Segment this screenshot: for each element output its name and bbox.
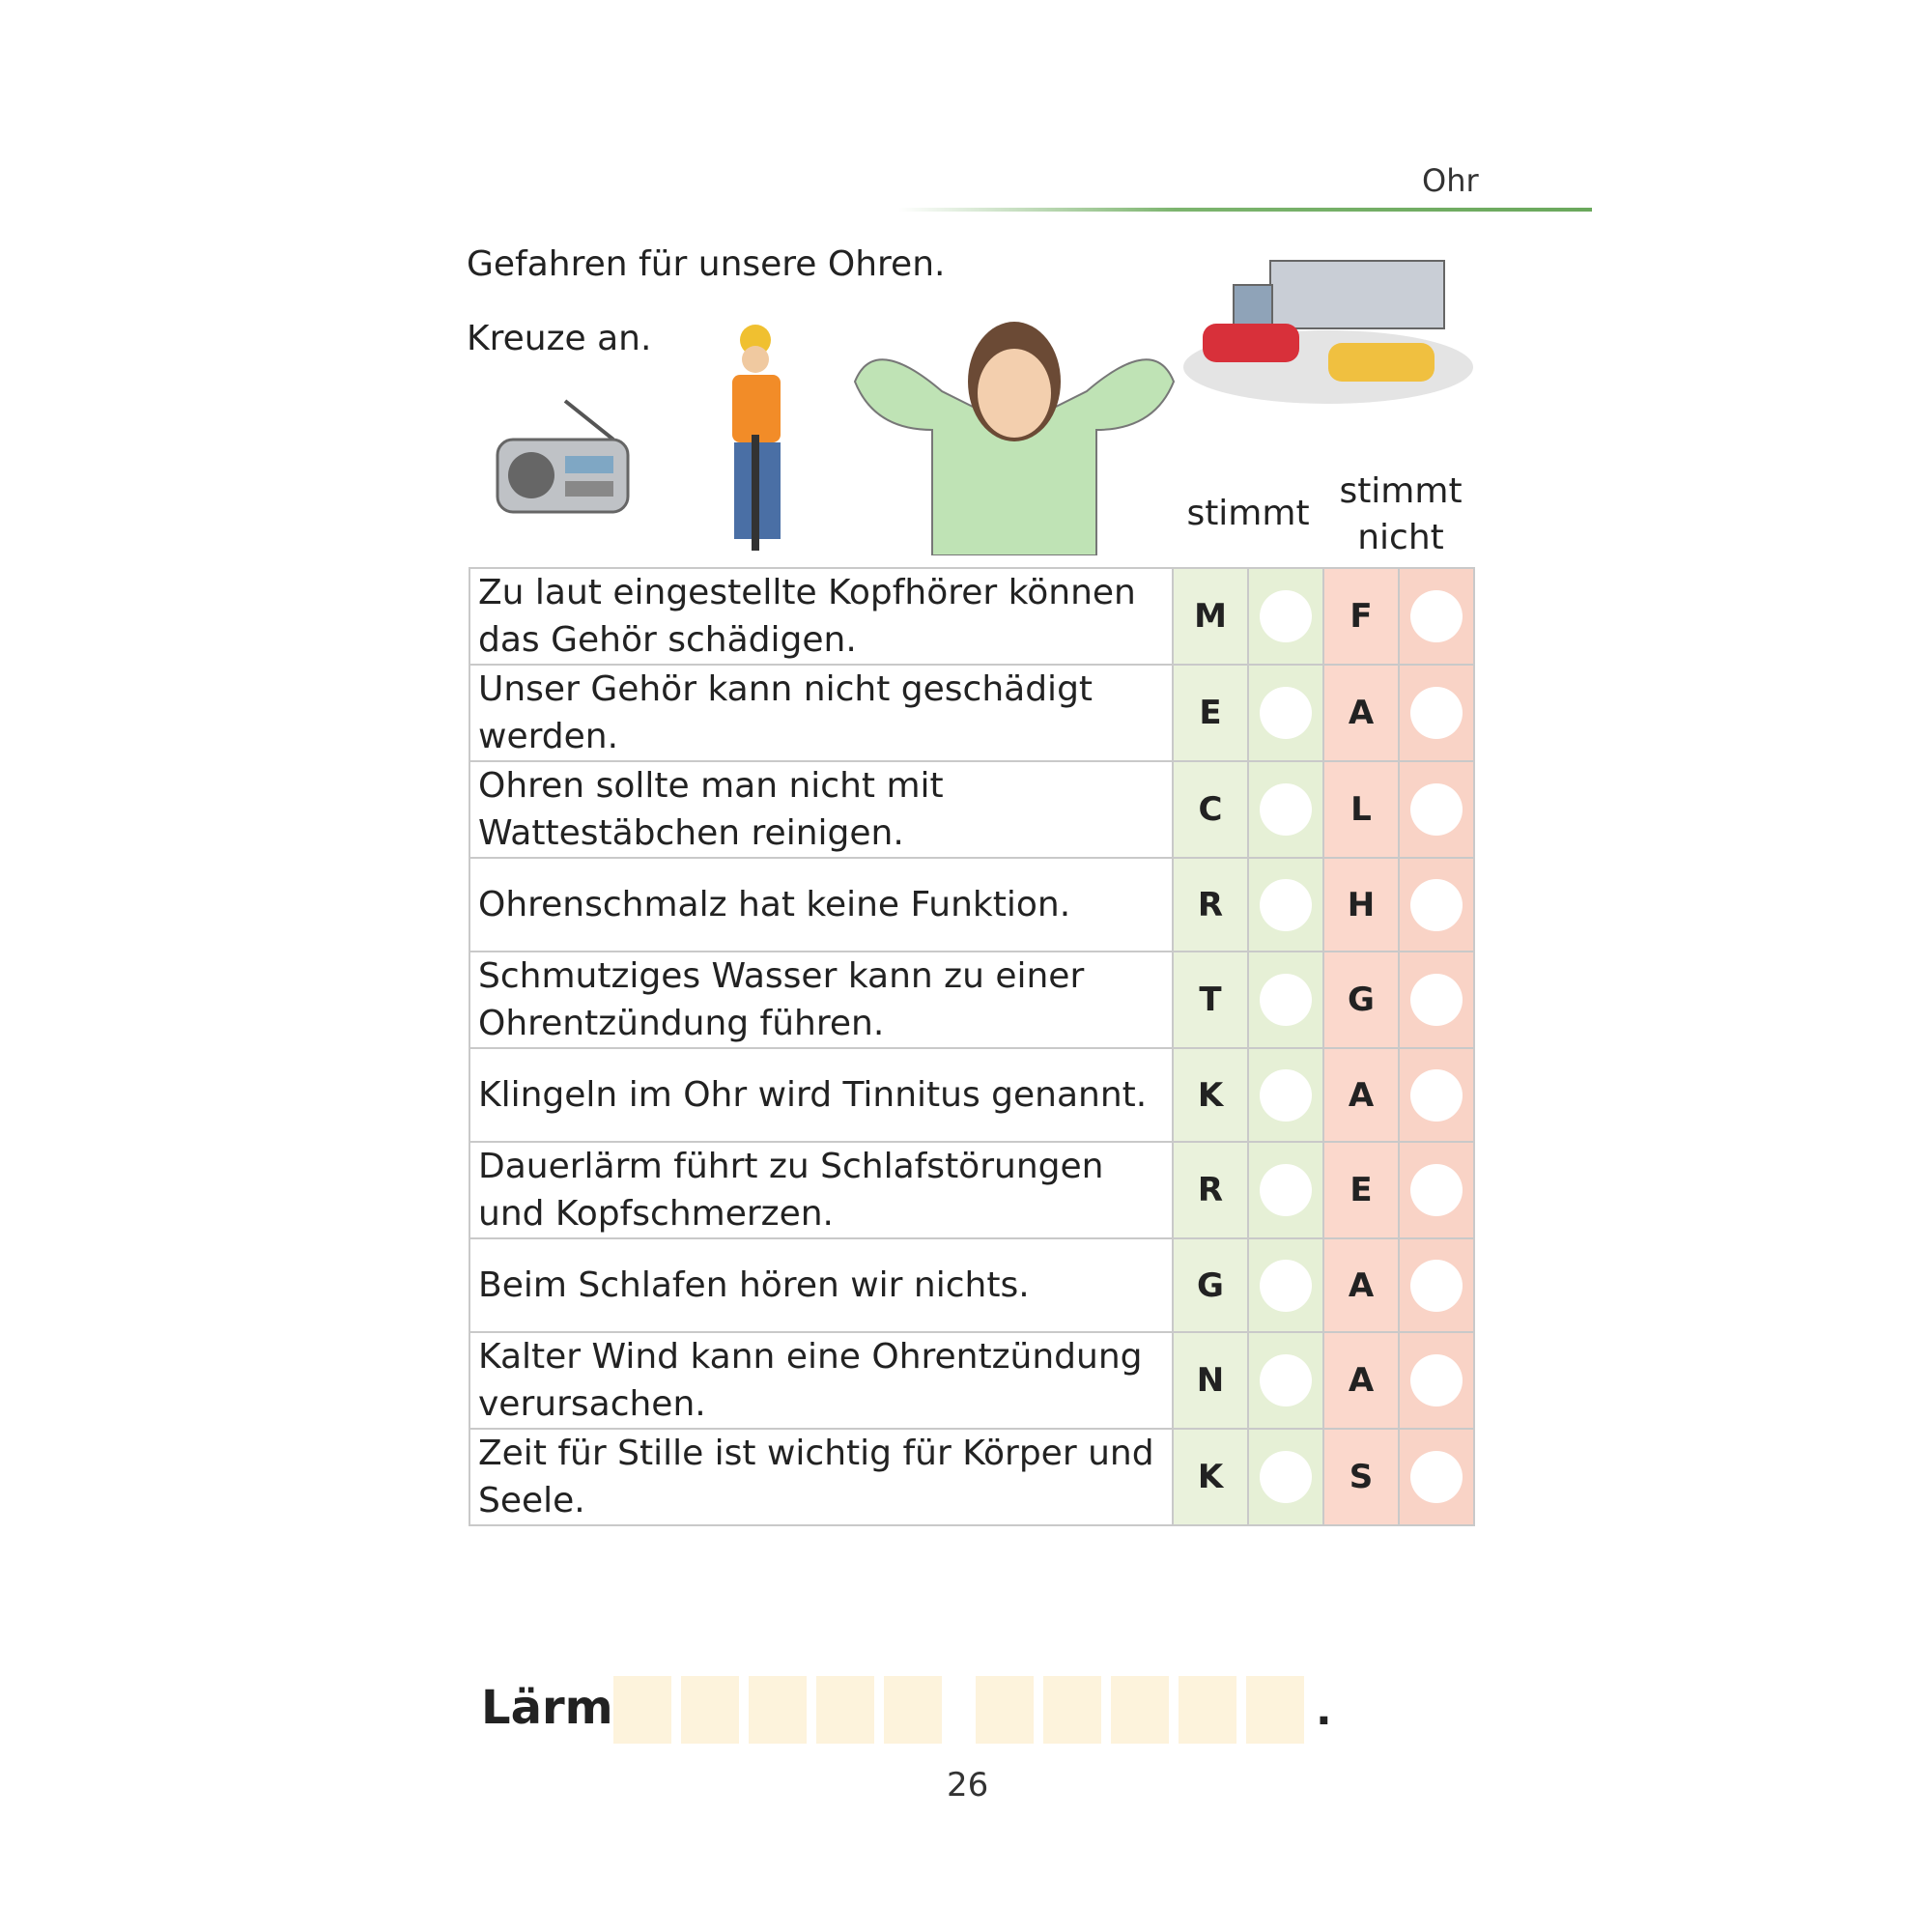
true-cell [1248,1332,1323,1429]
stimmt-checkbox[interactable] [1260,590,1312,642]
table-row [469,858,1474,952]
true-letter: N [1173,1332,1248,1429]
stimmt-nicht-checkbox[interactable] [1410,879,1463,931]
statement: Kalter Wind kann eine Ohrentzündung verursachen. [469,1332,1173,1429]
true-letter: E [1173,665,1248,761]
stimmt-checkbox[interactable] [1260,1354,1312,1406]
answer-period: . [1316,1686,1332,1735]
stimmt-nicht-checkbox[interactable] [1410,687,1463,739]
traffic-illustration [1174,232,1483,406]
table-row [469,1332,1474,1429]
true-letter: M [1173,568,1248,665]
letter-box[interactable] [749,1676,807,1744]
statement: Zu laut eingestellte Kopfhörer können das Gehör schädigen. [469,568,1173,665]
column-header-stimmt: stimmt [1186,494,1310,533]
statement: Klingeln im Ohr wird Tinnitus genannt. [469,1048,1173,1142]
statement: Schmutziges Wasser kann zu einer Ohrentzündung führen. [469,952,1173,1048]
stimmt-checkbox[interactable] [1260,1260,1312,1312]
false-letter: A [1323,665,1399,761]
false-letter: A [1323,1048,1399,1142]
table-row [469,1429,1474,1525]
quiz-table [469,567,1475,1526]
false-letter: G [1323,952,1399,1048]
false-cell [1399,1238,1474,1332]
stimmt-nicht-checkbox[interactable] [1410,1451,1463,1503]
false-letter: F [1323,568,1399,665]
page-title: Gefahren für unsere Ohren. [467,244,946,284]
instruction: Kreuze an. [467,319,652,358]
letter-box[interactable] [816,1676,874,1744]
false-cell [1399,665,1474,761]
true-cell [1248,568,1323,665]
false-letter: L [1323,761,1399,858]
false-cell [1399,568,1474,665]
false-letter: S [1323,1429,1399,1525]
false-cell [1399,858,1474,952]
true-cell [1248,1048,1323,1142]
true-letter: R [1173,1142,1248,1238]
letter-box[interactable] [613,1676,671,1744]
construction-worker-illustration [676,319,840,560]
letter-box[interactable] [1043,1676,1101,1744]
stimmt-checkbox[interactable] [1260,1069,1312,1122]
false-cell [1399,761,1474,858]
false-letter: E [1323,1142,1399,1238]
table-row [469,665,1474,761]
stimmt-checkbox[interactable] [1260,974,1312,1026]
header-rule [898,208,1592,212]
column-header-stimmt-nicht [1323,469,1478,561]
letter-box[interactable] [976,1676,1034,1744]
letter-box[interactable] [884,1676,942,1744]
radio-illustration [469,396,662,522]
true-cell [1248,1142,1323,1238]
statement: Ohrenschmalz hat keine Funktion. [469,858,1173,952]
page-number: 26 [947,1766,989,1804]
statement: Zeit für Stille ist wichtig für Körper und Seele. [469,1429,1173,1525]
false-cell [1399,1332,1474,1429]
statement: Beim Schlafen hören wir nichts. [469,1238,1173,1332]
table-row [469,952,1474,1048]
true-cell [1248,665,1323,761]
true-letter: R [1173,858,1248,952]
stimmt-nicht-checkbox[interactable] [1410,783,1463,836]
letter-box[interactable] [1179,1676,1236,1744]
true-letter: T [1173,952,1248,1048]
stimmt-nicht-checkbox[interactable] [1410,1354,1463,1406]
table-row [469,761,1474,858]
stimmt-nicht-checkbox[interactable] [1410,1069,1463,1122]
false-cell [1399,1429,1474,1525]
true-cell [1248,761,1323,858]
true-letter: C [1173,761,1248,858]
true-cell [1248,858,1323,952]
true-letter: K [1173,1048,1248,1142]
false-cell [1399,952,1474,1048]
stimmt-checkbox[interactable] [1260,1164,1312,1216]
letter-box[interactable] [1111,1676,1169,1744]
girl-covering-ears-illustration [836,304,1193,555]
table-row [469,568,1474,665]
header-line-1: stimmt [1339,471,1463,511]
table-row [469,1048,1474,1142]
false-cell [1399,1142,1474,1238]
false-cell [1399,1048,1474,1142]
true-cell [1248,1238,1323,1332]
statement: Ohren sollte man nicht mit Wattestäbchen reinigen. [469,761,1173,858]
false-letter: H [1323,858,1399,952]
letter-box[interactable] [1246,1676,1304,1744]
table-row [469,1142,1474,1238]
stimmt-nicht-checkbox[interactable] [1410,590,1463,642]
stimmt-checkbox[interactable] [1260,1451,1312,1503]
statement: Dauerlärm führt zu Schlafstörungen und Kopfschmerzen. [469,1142,1173,1238]
true-cell [1248,952,1323,1048]
true-letter: K [1173,1429,1248,1525]
letter-box[interactable] [681,1676,739,1744]
stimmt-nicht-checkbox[interactable] [1410,1260,1463,1312]
section-label: Ohr [1422,162,1479,199]
false-letter: A [1323,1332,1399,1429]
stimmt-checkbox[interactable] [1260,879,1312,931]
true-letter: G [1173,1238,1248,1332]
table-row [469,1238,1474,1332]
answer-prefix: Lärm [481,1681,613,1735]
header-line-2: nicht [1357,518,1444,557]
stimmt-nicht-checkbox[interactable] [1410,1164,1463,1216]
stimmt-nicht-checkbox[interactable] [1410,974,1463,1026]
stimmt-checkbox[interactable] [1260,687,1312,739]
statement: Unser Gehör kann nicht geschädigt werden. [469,665,1173,761]
true-cell [1248,1429,1323,1525]
stimmt-checkbox[interactable] [1260,783,1312,836]
false-letter: A [1323,1238,1399,1332]
